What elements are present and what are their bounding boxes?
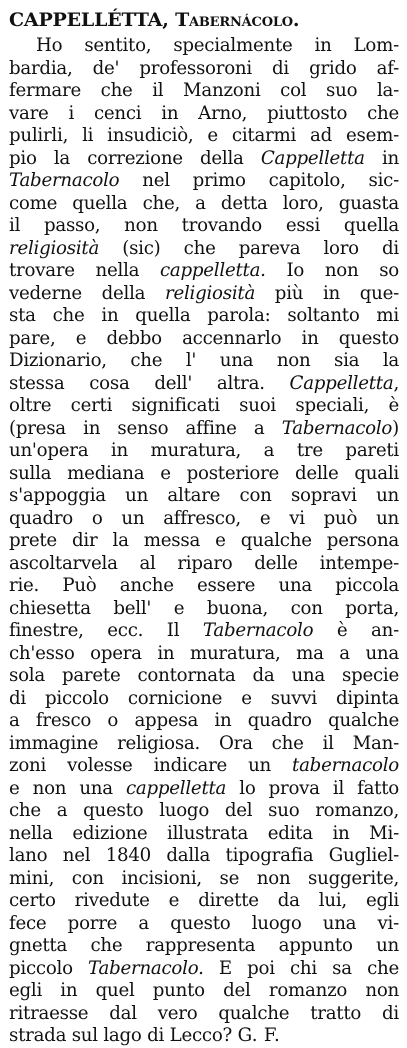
text-segment: lo prova il fatto (226, 777, 399, 799)
text-segment: strada sul lago di Lecco? (9, 1025, 238, 1046)
text-segment: s'appoggia un altare con sopravi un (9, 485, 399, 506)
text-line (9, 1025, 399, 1048)
text-segment: trovare nella (9, 260, 160, 281)
text-segment: mini, con incisioni, se non suggerite, (9, 867, 399, 889)
italic-term: Cappelletta (289, 372, 394, 394)
text-segment: un'opera in muratura, a tre pareti (9, 440, 399, 461)
text-segment: gnetta che rappresenta appunto un (9, 935, 399, 956)
italic-term: tabernacolo (292, 755, 399, 776)
text-segment: ascoltarvela al riparo delle intempe- (9, 552, 399, 574)
text-line (9, 620, 399, 643)
text-segment: certo rivedute e dirette da lui, egli (9, 890, 399, 911)
text-line (9, 395, 399, 418)
text-segment: stessa cosa dell' altra. (9, 372, 290, 394)
italic-term: Cappelletta (260, 147, 365, 169)
text-segment: ch'esso opera in muratura, ma a una (9, 642, 399, 664)
text-line (9, 328, 399, 351)
text-segment: piccolo (9, 957, 89, 979)
text-line (9, 935, 399, 958)
text-segment: pulirli, li insudiciò, e citarmi ad esem- (9, 125, 399, 146)
text-segment: di piccolo cornicione e suvvi dipinta (9, 687, 399, 709)
text-line (9, 373, 399, 396)
text-line (9, 80, 399, 103)
text-line (9, 193, 399, 216)
text-segment: chiesetta bell' e buona, con porta, (9, 597, 399, 619)
text-line (9, 778, 399, 801)
text-line (9, 823, 399, 846)
text-segment: sta che in quella parola: soltanto mi (9, 305, 399, 326)
text-segment: ) (392, 417, 399, 439)
text-line (9, 260, 399, 283)
entry-variant: Tabernácolo. (175, 9, 300, 31)
text-segment: rie. Può anche essere una piccola (9, 575, 399, 596)
entry-headword: CAPPELLÉTTA, (9, 9, 169, 31)
text-segment: nella edizione illustrata edita in Mi- (9, 822, 399, 844)
text-line (9, 980, 399, 1003)
text-line (9, 58, 399, 81)
text-line (9, 958, 399, 981)
text-line (9, 418, 399, 441)
text-segment: pare, e debbo accennarlo in questo (9, 327, 399, 349)
text-line (9, 665, 399, 688)
text-line (9, 350, 399, 373)
text-segment: nel primo capitolo, sic- (119, 170, 399, 191)
text-segment: vare i cenci in Arno, piuttosto che (9, 102, 399, 124)
text-segment: che a questo luogo del suo romanzo, (9, 800, 399, 821)
text-line (9, 215, 399, 238)
text-segment: Ho sentito, specialmente in Lom- (36, 35, 399, 56)
text-segment: oltre certi significati suoi speciali, è (9, 395, 399, 416)
text-segment: finestre, ecc. Il (9, 620, 203, 641)
italic-term: religiosità (165, 282, 256, 304)
text-line (9, 913, 399, 936)
text-line (9, 238, 399, 261)
italic-term: cappelletta. (159, 260, 266, 281)
text-line (9, 755, 399, 778)
text-segment: E poi chi sa che (203, 957, 399, 979)
text-line (9, 845, 399, 868)
author-signature: G. F. (237, 1025, 281, 1046)
text-segment: e non una (9, 777, 126, 799)
text-segment: lano nel 1840 dalla tipografia Gugliel- (9, 845, 399, 866)
text-line (9, 35, 399, 58)
text-line (9, 305, 399, 328)
text-line (9, 868, 399, 891)
text-segment: più in que- (255, 282, 400, 304)
text-line (9, 170, 399, 193)
text-line (9, 800, 399, 823)
text-line (9, 530, 399, 553)
text-line (9, 125, 399, 148)
entry-body (9, 35, 399, 1048)
text-line (9, 283, 399, 306)
text-line (9, 688, 399, 711)
text-segment: (sic) che pareva loro di (99, 237, 399, 259)
text-segment: prete dir la messa e qualche persona (9, 530, 399, 551)
text-segment: sulla mediana e posteriore delle quali (9, 462, 399, 484)
text-segment: in (364, 147, 399, 169)
text-segment: bardia, de' professoroni di grido af- (9, 57, 399, 79)
entry-heading (9, 6, 399, 35)
text-segment: è an- (313, 620, 399, 641)
text-segment: sola parete contornata da una specie (9, 665, 399, 686)
italic-term: Tabernacolo (281, 417, 393, 439)
text-line (9, 1003, 399, 1026)
text-line (9, 733, 399, 756)
italic-term: cappelletta (125, 777, 227, 799)
text-line (9, 553, 399, 576)
text-line (9, 508, 399, 531)
text-segment: vederne della (9, 282, 165, 304)
text-segment: Io non so (265, 260, 399, 281)
text-segment: il passo, non trovando essi quella (9, 215, 399, 236)
italic-term: Tabernacolo (9, 170, 120, 191)
italic-term: Tabernacolo (202, 620, 314, 641)
text-segment: quadro o un affresco, e vi può un (9, 507, 399, 529)
text-line (9, 598, 399, 621)
text-segment: pio la correzione della (9, 147, 261, 169)
text-line (9, 643, 399, 666)
text-line (9, 103, 399, 126)
text-segment: Dizionario, che l' una non sia la (9, 350, 399, 371)
text-line (9, 148, 399, 171)
text-segment: ritraesse dal vero qualche tratto di (9, 1002, 399, 1024)
text-line (9, 575, 399, 598)
text-line (9, 890, 399, 913)
text-segment: zoni volesse indicare un (9, 755, 293, 776)
text-segment: come quella che, a detta loro, guasta (9, 192, 399, 214)
italic-term: religiosità (9, 237, 100, 259)
text-segment: egli in quel punto del romanzo non (9, 980, 399, 1001)
text-segment: , (393, 372, 399, 394)
text-segment: (presa in senso affine a (9, 417, 282, 439)
text-segment: fermare che il Manzoni col suo la- (9, 80, 399, 101)
text-line (9, 710, 399, 733)
text-line (9, 440, 399, 463)
text-segment: a fresco o appesa in quadro qualche (9, 710, 399, 731)
text-segment: immagine religiosa. Ora che il Man- (9, 732, 399, 754)
text-segment: fece porre a questo luogo una vi- (9, 912, 399, 934)
italic-term: Tabernacolo. (88, 957, 204, 979)
text-line (9, 463, 399, 486)
text-line (9, 485, 399, 508)
